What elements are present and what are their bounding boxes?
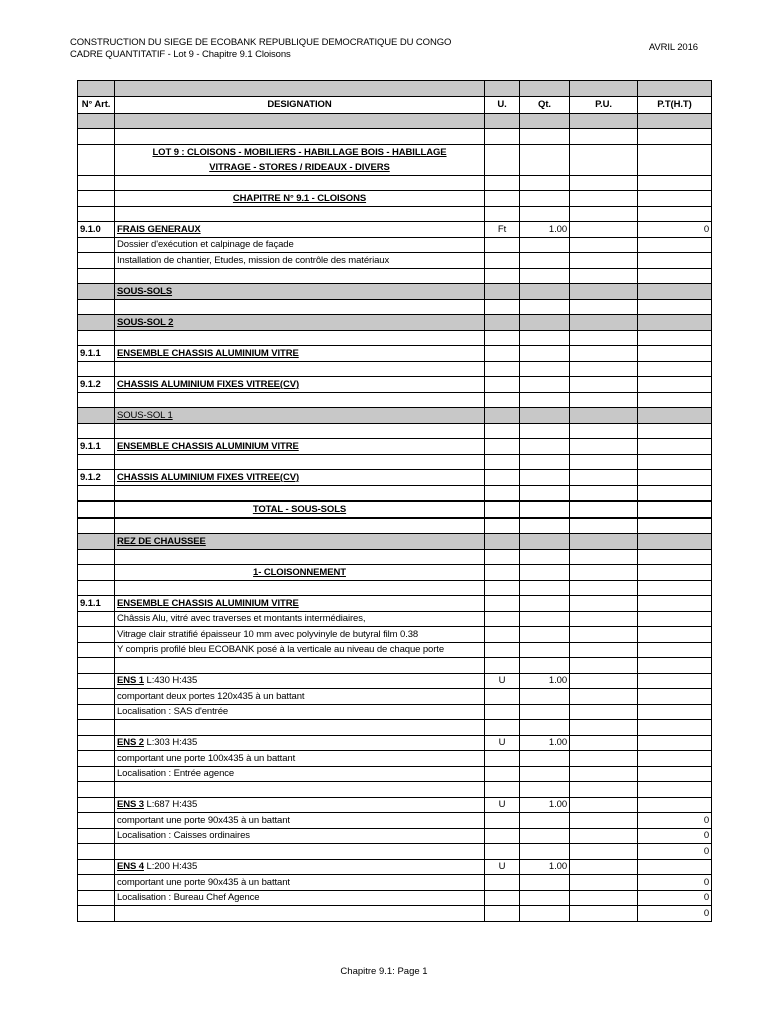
- ens-dimensions: L:200 H:435: [143, 861, 198, 873]
- table-row: [78, 596, 712, 612]
- item-description: Vitrage clair stratifié épaisseur 10 mm avec polyvinyle de butyral film 0.38: [115, 627, 485, 643]
- item-description: Dossier d'exécution et calpinage de façade: [115, 237, 485, 253]
- ens-heading: [115, 673, 485, 689]
- item-location: Localisation : Entrée agence: [115, 766, 485, 782]
- item-title: ENSEMBLE CHASSIS ALUMINIUM VITRE: [115, 346, 485, 362]
- document-title: CONSTRUCTION DU SIEGE DE ECOBANK REPUBLIQUE DEMOCRATIQUE DU CONGO: [70, 37, 452, 48]
- section-title: SOUS-SOLS: [115, 284, 485, 300]
- table-row: [78, 766, 712, 782]
- table-row: [78, 222, 712, 238]
- table-row: [78, 751, 712, 767]
- table-row: [78, 315, 712, 331]
- ens-dimensions: L:687 H:435: [143, 799, 198, 811]
- item-title: CHASSIS ALUMINIUM FIXES VITREE(CV): [115, 377, 485, 393]
- lot-title-line1: LOT 9 : CLOISONS - MOBILIERS - HABILLAGE BOIS - HABILLAGE: [115, 144, 485, 160]
- total-cell: 0: [638, 813, 712, 829]
- item-location: Localisation : Caisses ordinaires: [115, 828, 485, 844]
- total-row-label: TOTAL - SOUS-SOLS: [115, 501, 485, 518]
- item-description: comportant une porte 100x435 à un battant: [115, 751, 485, 767]
- table-row: [78, 689, 712, 705]
- col-header-art: N° Art.: [78, 96, 115, 113]
- total-cell: 0: [638, 875, 712, 891]
- table-row: [78, 191, 712, 207]
- document-subtitle: CADRE QUANTITATIF - Lot 9 - Chapitre 9.1 Cloisons: [70, 49, 291, 60]
- table-row: [78, 859, 712, 875]
- qty-cell: 1.00: [520, 222, 570, 238]
- article-number: 9.1.1: [78, 596, 115, 612]
- qty-cell: 1.00: [520, 859, 570, 875]
- article-number: 9.1.2: [78, 377, 115, 393]
- col-header-designation: DESIGNATION: [115, 96, 485, 113]
- ens-name: ENS 3: [117, 799, 144, 811]
- unit-cell: Ft: [485, 222, 520, 238]
- total-cell: 0: [638, 890, 712, 906]
- table-row: [78, 828, 712, 844]
- table-row: [78, 611, 712, 627]
- col-header-qty: Qt.: [520, 96, 570, 113]
- page-footer: Chapitre 9.1: Page 1: [340, 966, 428, 977]
- table-row: [78, 439, 712, 455]
- ens-dimensions: L:430 H:435: [143, 675, 198, 687]
- table-row: [78, 284, 712, 300]
- table-row: [78, 470, 712, 486]
- table-row: [78, 673, 712, 689]
- ens-heading: [115, 735, 485, 751]
- item-description: Installation de chantier, Etudes, mission de contrôle des matériaux: [115, 253, 485, 269]
- section-title: SOUS-SOL 2: [115, 315, 485, 331]
- section-title: SOUS-SOL 1: [115, 408, 485, 424]
- chapter-title: CHAPITRE N° 9.1 - CLOISONS: [115, 191, 485, 207]
- table-row: [78, 377, 712, 393]
- item-description: comportant une porte 90x435 à un battant: [115, 875, 485, 891]
- table-row: [78, 704, 712, 720]
- item-location: Localisation : Bureau Chef Agence: [115, 890, 485, 906]
- unit-cell: U: [485, 859, 520, 875]
- table-row: [78, 253, 712, 269]
- table-row: [78, 501, 712, 518]
- table-row: [78, 144, 712, 160]
- unit-cell: U: [485, 797, 520, 813]
- total-cell: 0: [638, 828, 712, 844]
- lot-title-line2: VITRAGE - STORES / RIDEAUX - DIVERS: [115, 160, 485, 176]
- ens-heading: [115, 797, 485, 813]
- quantity-table: [77, 80, 712, 922]
- col-header-unit: U.: [485, 96, 520, 113]
- ens-name: ENS 2: [117, 737, 144, 749]
- table-row: [78, 875, 712, 891]
- table-row: [78, 346, 712, 362]
- unit-cell: U: [485, 673, 520, 689]
- ens-name: ENS 1: [117, 675, 144, 687]
- table-row: [78, 160, 712, 176]
- qty-cell: 1.00: [520, 735, 570, 751]
- ens-heading: [115, 859, 485, 875]
- qty-cell: 1.00: [520, 673, 570, 689]
- col-header-pu: P.U.: [570, 96, 638, 113]
- table-row: [78, 797, 712, 813]
- article-number: 9.1.1: [78, 439, 115, 455]
- item-location: Localisation : SAS d'entrée: [115, 704, 485, 720]
- ens-name: ENS 4: [117, 861, 144, 873]
- table-row: [78, 627, 712, 643]
- article-number: 9.1.1: [78, 346, 115, 362]
- total-cell: 0: [638, 222, 712, 238]
- table-row: [78, 237, 712, 253]
- total-cell: 0: [638, 906, 712, 922]
- unit-cell: U: [485, 735, 520, 751]
- subsection-title: 1- CLOISONNEMENT: [115, 565, 485, 581]
- table-header-row: [78, 96, 712, 113]
- item-description: Y compris profilé bleu ECOBANK posé à la verticale au niveau de chaque porte: [115, 642, 485, 658]
- table-row: [78, 906, 712, 922]
- item-description: comportant deux portes 120x435 à un battant: [115, 689, 485, 705]
- table-row: [78, 890, 712, 906]
- table-row: [78, 813, 712, 829]
- qty-cell: 1.00: [520, 797, 570, 813]
- col-header-pt: P.T(H.T): [638, 96, 712, 113]
- item-title: ENSEMBLE CHASSIS ALUMINIUM VITRE: [115, 439, 485, 455]
- article-number: 9.1.2: [78, 470, 115, 486]
- table-row: [78, 565, 712, 581]
- total-cell: 0: [638, 844, 712, 860]
- item-description: comportant une porte 90x435 à un battant: [115, 813, 485, 829]
- document-date: AVRIL 2016: [648, 42, 698, 53]
- ens-dimensions: L:303 H:435: [143, 737, 198, 749]
- article-number: 9.1.0: [78, 222, 115, 238]
- table-row: [78, 534, 712, 550]
- item-title: ENSEMBLE CHASSIS ALUMINIUM VITRE: [115, 596, 485, 612]
- table-row: [78, 844, 712, 860]
- item-title: CHASSIS ALUMINIUM FIXES VITREE(CV): [115, 470, 485, 486]
- item-title: FRAIS GENERAUX: [115, 222, 485, 238]
- item-description: Châssis Alu, vitré avec traverses et montants intermédiaires,: [115, 611, 485, 627]
- table-row: [78, 642, 712, 658]
- table-row: [78, 735, 712, 751]
- section-title: REZ DE CHAUSSEE: [115, 534, 485, 550]
- table-row: [78, 408, 712, 424]
